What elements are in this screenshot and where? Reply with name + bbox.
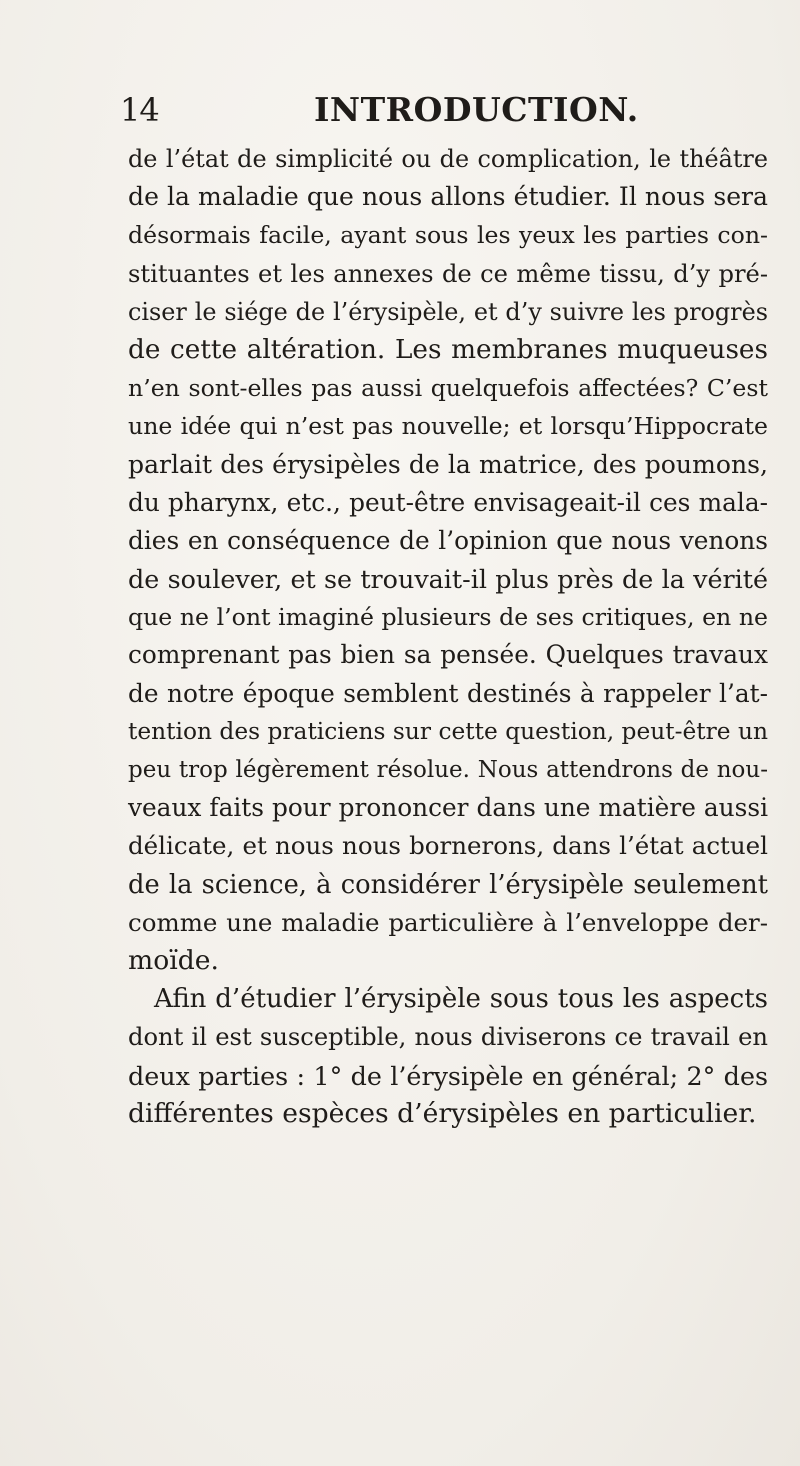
final-line: différentes espèces d’érysipèles en particulier. bbox=[128, 1097, 757, 1129]
text-line: parlait des érysipèles de la matrice, des poumons, bbox=[128, 449, 768, 479]
text-line: du pharynx, etc., peut-être envisageait-il ces mala- bbox=[128, 487, 768, 517]
text-line: tention des praticiens sur cette question, peut-être un bbox=[128, 717, 768, 745]
text-line: dies en conséquence de l’opinion que nous venons bbox=[128, 525, 768, 555]
paragraph-end-line: moïde. bbox=[128, 944, 219, 976]
text-line: de la science, à considérer l’érysipèle seulement bbox=[128, 869, 768, 900]
text-line: comme une maladie particulière à l’enveloppe der- bbox=[128, 907, 768, 937]
text-line: de la maladie que nous allons étudier. Il nous sera bbox=[128, 182, 768, 212]
text-line: de soulever, et se trouvait-il plus près de la vérité bbox=[128, 564, 768, 595]
text-line: deux parties : 1° de l’érysipèle en général; 2° des bbox=[128, 1060, 768, 1091]
page-number: 14 bbox=[120, 91, 159, 129]
body-text bbox=[128, 140, 768, 1133]
text-line: de l’état de simplicité ou de complication, le théâtre bbox=[128, 145, 768, 173]
page-header bbox=[108, 90, 708, 130]
text-line: comprenant pas bien sa pensée. Quelques travaux bbox=[128, 640, 768, 670]
text-line: de notre époque semblent destinés à rappeler l’at- bbox=[128, 678, 768, 708]
text-line: une idée qui n’est pas nouvelle; et lorsqu’Hippocrate bbox=[128, 412, 768, 441]
text-line: veaux faits pour prononcer dans une matière aussi bbox=[128, 793, 768, 823]
text-line: stituantes et les annexes de ce même tissu, d’y pré- bbox=[128, 259, 768, 288]
text-line: n’en sont-elles pas aussi quelquefois affectées? C’est bbox=[128, 374, 768, 403]
text-line: délicate, et nous nous bornerons, dans l’état actuel bbox=[128, 831, 768, 861]
text-line: désormais facile, ayant sous les yeux les parties con- bbox=[128, 221, 768, 250]
text-line: que ne l’ont imaginé plusieurs de ses critiques, en ne bbox=[128, 603, 768, 632]
text-line: dont il est susceptible, nous diviserons ce travail en bbox=[128, 1023, 768, 1052]
paragraph-start-line: Afin d’étudier l’érysipèle sous tous les aspects bbox=[154, 984, 768, 1015]
running-title: INTRODUCTION. bbox=[314, 90, 639, 129]
text-line: peu trop légèrement résolue. Nous attendrons de nou- bbox=[128, 757, 768, 783]
text-line: ciser le siége de l’érysipèle, et d’y suivre les progrès bbox=[128, 297, 768, 326]
text-line: de cette altération. Les membranes muqueuses bbox=[128, 334, 768, 365]
